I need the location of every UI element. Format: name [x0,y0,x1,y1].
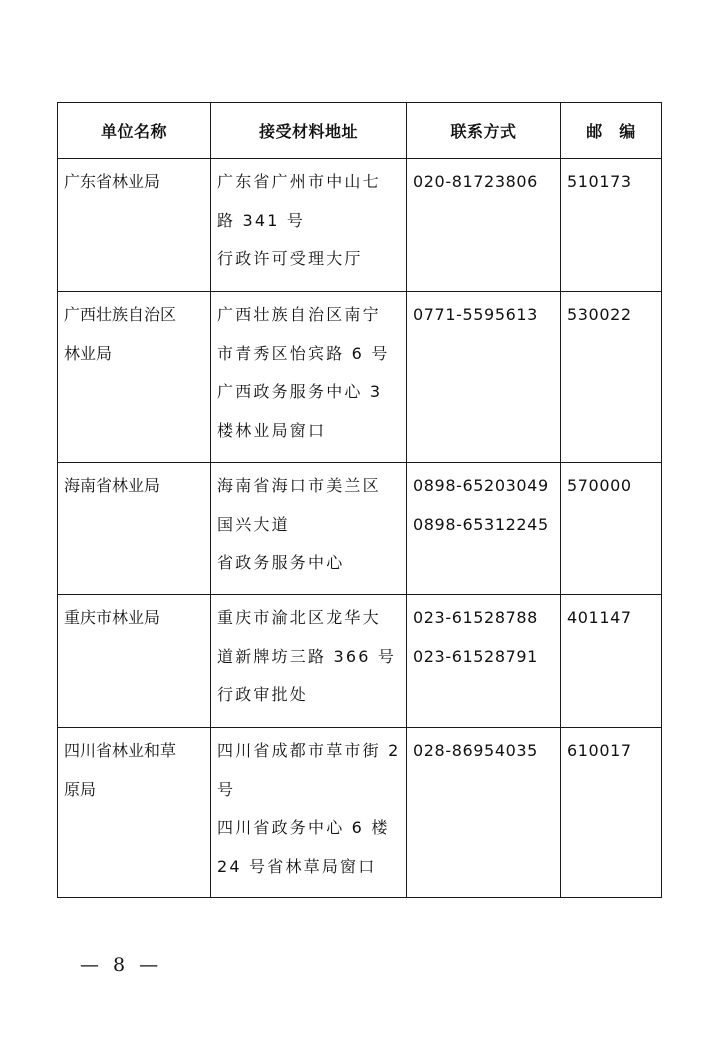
address-line: 路 341 号 [217,210,306,230]
address-cell [211,463,407,595]
contact-cell [407,595,561,728]
postcode-value: 610017 [567,741,632,760]
phone-number: 023-61528788 [413,608,538,627]
unit-cell [58,728,211,898]
address-cell [211,728,407,898]
postcode-cell [561,595,662,728]
unit-name-line: 四川省林业和草 [64,741,177,760]
phone-number: 020-81723806 [413,172,538,191]
phone-number: 0771-5595613 [413,305,538,324]
address-line: 号 [217,779,236,799]
unit-name-line: 重庆市林业局 [64,608,161,627]
address-line: 海南省海口市美兰区 [217,476,381,495]
header-address: 接受材料地址 [211,103,407,159]
address-line: 省政务服务中心 [217,553,345,572]
unit-name-line: 广西壮族自治区 [64,305,177,324]
address-line: 市青秀区怡宾路 6 号 [217,343,390,363]
unit-cell [58,292,211,463]
contact-cell [407,292,561,463]
header-unit-name: 单位名称 [58,103,211,159]
unit-name-line: 林业局 [64,343,113,363]
table-row [58,292,662,463]
unit-cell [58,159,211,292]
contact-cell [407,463,561,595]
page-number: — 8 — [80,954,163,976]
contact-table [57,102,662,898]
postcode-cell [561,728,662,898]
address-cell [211,159,407,292]
postcode-value: 510173 [567,172,632,191]
phone-number: 023-61528791 [413,646,538,666]
postcode-cell [561,159,662,292]
address-line: 行政许可受理大厅 [217,249,363,268]
postcode-value: 401147 [567,608,632,627]
address-line: 24 号省林草局窗口 [217,856,377,876]
address-line: 广东省广州市中山七 [217,172,381,191]
address-line: 国兴大道 [217,514,290,534]
contact-cell [407,728,561,898]
phone-number: 0898-65312245 [413,514,549,534]
postcode-cell [561,463,662,595]
table-header-row [58,103,662,159]
unit-cell [58,463,211,595]
unit-cell [58,595,211,728]
address-line: 广西政务服务中心 3 [217,382,383,401]
address-cell [211,595,407,728]
unit-name-line: 广东省林业局 [64,172,161,191]
postcode-value: 570000 [567,476,632,495]
address-line: 四川省政务中心 6 楼 [217,818,390,837]
header-postcode: 邮 编 [561,103,662,159]
address-cell [211,292,407,463]
phone-number: 028-86954035 [413,741,538,760]
postcode-cell [561,292,662,463]
address-line: 重庆市渝北区龙华大 [217,608,381,627]
contact-cell [407,159,561,292]
address-line: 道新牌坊三路 366 号 [217,646,397,666]
address-line: 楼林业局窗口 [217,420,327,440]
unit-name-line: 原局 [64,779,97,799]
table-row [58,595,662,728]
table-row [58,463,662,595]
address-line: 行政审批处 [217,685,309,704]
phone-number: 0898-65203049 [413,476,549,495]
table-row [58,159,662,292]
header-contact: 联系方式 [407,103,561,159]
table-row [58,728,662,898]
postcode-value: 530022 [567,305,632,324]
address-line: 广西壮族自治区南宁 [217,305,381,324]
address-line: 四川省成都市草市街 2 [217,741,401,760]
unit-name-line: 海南省林业局 [64,476,161,495]
